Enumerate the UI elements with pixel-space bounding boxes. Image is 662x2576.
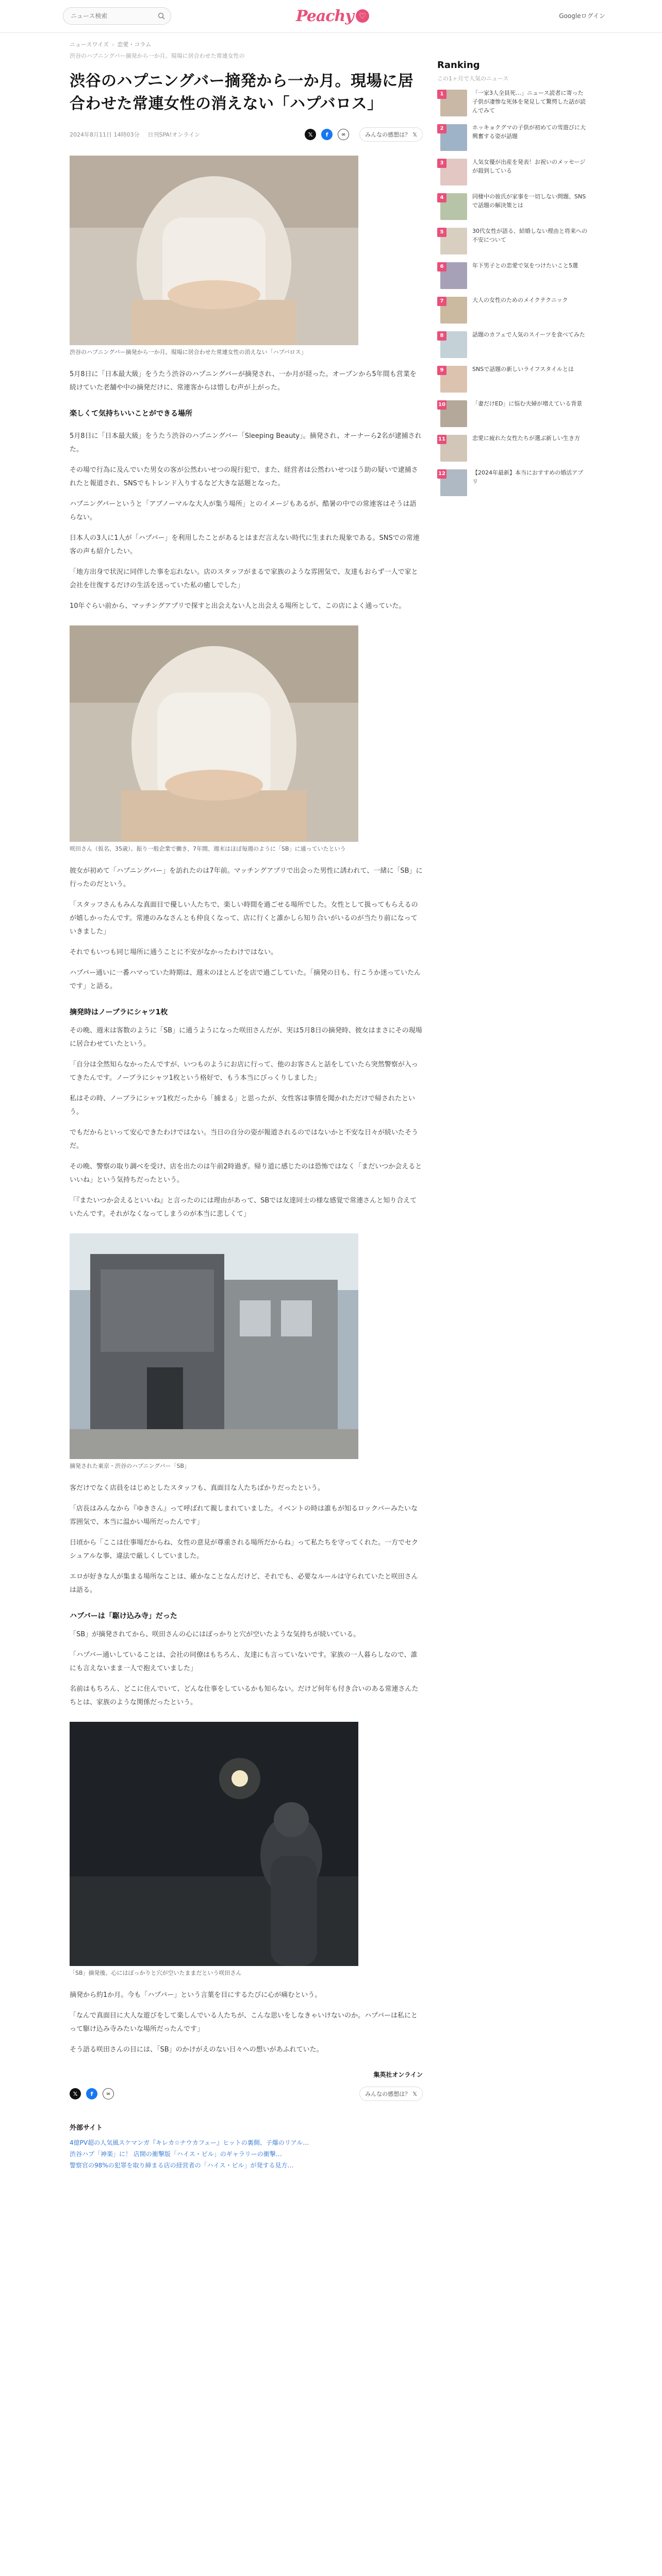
article-paragraph: それでもいつも同じ場所に通うことに不安がなかったわけではない。: [70, 948, 278, 956]
rank-number: 1: [437, 90, 446, 99]
article-paragraph: 客だけでなく店員をはじめとしたスタッフも、真面目な人たちばかりだったという。: [70, 1484, 325, 1492]
external-link[interactable]: 警察官の98%の犯罪を取り締まる店の経営者の「ハイス・ビル」が発する見方…: [70, 2162, 294, 2169]
article-paragraph: 名前はもちろん、どこに住んでいて、どんな仕事をしているかも知らない。だけど何年も付き合いのある常連さんたちとは、家族のような関係だったという。: [70, 1685, 419, 1706]
ranking-title: Ranking: [437, 60, 480, 71]
rank-number: 3: [437, 159, 446, 168]
article-paragraph: 彼女が初めて「ハプニングバー」を訪れたのは7年前。マッチングアプリで出会った男性に誘われて、一緒に「SB」に行ったのだという。: [70, 867, 423, 888]
article-paragraph: 私はその時、ノーブラにシャツ1枚だったから「捕まる」と思ったが、女性客は事情を聞かれただけで帰されたという。: [70, 1095, 415, 1116]
photo-caption: 咲田さん（仮名、35歳）。振り一般企業で働き、7年間、週末はほぼ毎週のように「SB」に通っていたという: [70, 845, 346, 852]
ranking-headline[interactable]: 話題のカフェで人気のスイーツを食べてみた: [472, 331, 585, 338]
site-logo[interactable]: [296, 4, 369, 28]
rank-number: 2: [437, 124, 446, 133]
article-photo: [70, 625, 358, 842]
night-street-photo: [70, 1722, 358, 1966]
rank-number: 7: [437, 297, 446, 306]
article: [70, 40, 423, 2171]
ranking-item[interactable]: [437, 295, 592, 327]
article-paragraph: そう語る咲田さんの目には、「SB」のかけがえのない日々への想いがあふれていた。: [70, 2046, 323, 2054]
ranking-item[interactable]: [437, 433, 592, 465]
photo-caption: 渋谷のハプニングバー摘発から一か月。現場に居合わせた常連女性の消えない「ハプバロス」: [70, 349, 307, 355]
woman-seated-photo: [70, 625, 358, 842]
rank-number: 12: [437, 469, 446, 479]
article-paragraph: 「スタッフさんもみんな真面目で優しい人たちで、楽しい時間を過ごせる場所でした。女性として扱ってもらえるのが嬉しかったんです。常連のみなさんとも仲良くなって、店に行くと誰かしら知り合いがいるのが当たり前になっていきました」: [70, 901, 418, 936]
external-sites-heading: 外部サイト: [70, 2124, 103, 2132]
opinion-button[interactable]: [359, 2087, 423, 2101]
rank-number: 6: [437, 262, 446, 272]
article-paragraph: エロが好きな人が集まる場所なことは、確かなことなんだけど、それでも、必要なルールは守られていたと咲田さんは語る。: [70, 1573, 418, 1594]
link-share-icon[interactable]: ∞: [338, 129, 349, 140]
ranking-item[interactable]: [437, 157, 592, 189]
article-paragraph: 摘発から約1か月。今も「ハプバー」という言葉を目にするたびに心が痛むという。: [70, 1991, 322, 1999]
ranking-headline[interactable]: 「妻だけED」に悩む夫婦が増えている背景: [472, 400, 583, 407]
rank-number: 10: [437, 400, 446, 410]
article-paragraph: その場で行為に及んでいた男女の客が公然わいせつの現行犯で、また、経営者は公然わいせつほう助の疑いで逮捕されたと報道され、SNSでもトレンド入りするなど大きな話題となった。: [70, 466, 418, 487]
article-photo: [70, 1233, 358, 1459]
ranking-item[interactable]: [437, 226, 592, 258]
article-paragraph: ハプバー通いに一番ハマっていた時期は、週末のほとんどを店で過ごしていた。「摘発の日も、行こうか迷っていたんです」と語る。: [70, 969, 421, 990]
logo-text: Peachy: [296, 7, 354, 25]
woman-seated-photo: [70, 156, 358, 345]
ranking-headline[interactable]: 年下男子との恋愛で気をつけたいこと5選: [472, 262, 578, 269]
ranking-sidebar: [437, 60, 592, 502]
logo-heart-icon: ♡: [356, 9, 369, 23]
x-icon: 𝕏: [412, 2090, 417, 2097]
article-credit: 集英社オンライン: [373, 2071, 423, 2078]
article-meta: [70, 126, 423, 143]
publish-date: 2024年8月11日 14時03分: [70, 131, 140, 138]
article-paragraph: 「ハプバー通いしていることは、会社の同僚はもちろん、友達にも言っていないです。家族の一人暮らしなので、誰にも言えないまま一人で抱えていました」: [70, 1651, 418, 1672]
photo-caption: 「SB」摘発後、心にはぽっかりと穴が空いたままだという咲田さん: [70, 1970, 242, 1976]
article-photo: [70, 1722, 358, 1966]
x-icon: 𝕏: [412, 131, 417, 138]
breadcrumb-item[interactable]: ニュースワイズ: [70, 41, 109, 48]
article-paragraph: 5月8日に「日本最大級」をうたう渋谷のハプニングバー「Sleeping Beauty」。摘発され、オーナーら2名が逮捕された。: [70, 432, 422, 453]
ranking-subtitle: この1ヶ月で人気のニュース: [437, 75, 509, 82]
article-paragraph: でもだからといって安心できたわけではない。当日の自分の姿が報道されるのではないかと不安な日々が続いたそうだ。: [70, 1129, 419, 1150]
article-paragraph: 日頃から「ここは仕事場だからね、女性の意見が尊重される場所だからね」って私たちを守ってくれた。一方でセクシュアルな事、違法で厳しくしていました。: [70, 1539, 419, 1560]
ranking-headline[interactable]: 人気女優が出産を発表！お祝いのメッセージが殺到している: [472, 159, 586, 174]
rank-number: 8: [437, 331, 446, 341]
facebook-share-icon[interactable]: f: [321, 129, 333, 140]
login-link[interactable]: Googleログイン: [559, 12, 605, 20]
ranking-headline[interactable]: 恋愛に疲れた女性たちが選ぶ新しい生き方: [472, 435, 580, 442]
article-source[interactable]: 日刊SPA!オンライン: [147, 131, 201, 138]
article-paragraph: その晩、週末は客数のように「SB」に通うようになった咲田さんだが、実は5月8日の摘発時、彼女はまさにその現場に居合わせていたという。: [70, 1027, 422, 1048]
opinion-label: みんなの感想は？: [365, 131, 411, 138]
x-share-icon[interactable]: 𝕏: [305, 129, 316, 140]
section-heading: ハプバーは「駆け込み寺」だった: [70, 1612, 177, 1620]
ranking-headline[interactable]: 大人の女性のためのメイクテクニック: [472, 297, 568, 303]
article-paragraph: 10年ぐらい前から、マッチングアプリで探すと出会えない人と出会える場所として、この店によく通っていた。: [70, 602, 406, 610]
breadcrumb-current: 渋谷のハプニングバー摘発から一か月。現場に居合わせた常連女性の: [70, 53, 245, 59]
ranking-headline[interactable]: SNSで話題の新しいライフスタイルとは: [472, 366, 574, 372]
article-paragraph: 5月8日に「日本最大級」をうたう渋谷のハプニングバーが摘発され、一か月が経った。オープンから5年間も営業を続けていた老舗や中の摘発だけに、常連客からは惜しむ声が上がった。: [70, 370, 417, 392]
article-paragraph: 日本人の3人に1人が「ハプバー」を利用したことがあるとはまだ言えない時代に生まれた現象である。SNSでの常連客の声も紹介したい。: [70, 534, 420, 555]
facebook-share-icon[interactable]: f: [86, 2088, 97, 2099]
article-paragraph: ハプニングバーというと「アブノーマルな大人が集う場所」とのイメージもあるが、酷暑の中での常連客はそうは語らない。: [70, 500, 417, 521]
article-paragraph: 「『またいつか会えるといいね』と言ったのには理由があって、SBでは友達同士の様な感覚で常連さんと知り合えていたんです。それがなくなってしまうのが本当に悲しくて」: [70, 1197, 417, 1218]
ranking-list: [437, 88, 592, 500]
rank-number: 9: [437, 366, 446, 375]
ranking-item[interactable]: [437, 260, 592, 293]
external-link[interactable]: 4億PV超の人気風スケマンガ『キレカ☆ナウカフェー』ヒットの裏側、子爆のリアル…: [70, 2139, 309, 2146]
chevron-right-icon: ›: [112, 41, 114, 48]
article-paragraph: 「自分は全然知らなかったんですが、いつものようにお店に行って、他のお客さんと話をしていたら突然警察が入ってきたんです。ノーブラにシャツ1枚という格好で、もう本当にびっくりしました」: [70, 1061, 418, 1082]
ranking-headline[interactable]: 【2024年最新】本当におすすめの婚活アプリ: [472, 469, 584, 485]
article-paragraph: その晩、警察の取り調べを受け、店を出たのは午前2時過ぎ。帰り道に感じたのは恐怖ではなく「まだいつか会えるといいね」という気持ちだったという。: [70, 1163, 422, 1184]
article-title: 渋谷のハプニングバー摘発から一か月。現場に居合わせた常連女性の消えない「ハプバロス」: [70, 72, 414, 113]
article-photo: [70, 156, 358, 345]
ranking-item[interactable]: [437, 467, 592, 500]
ranking-item[interactable]: [437, 329, 592, 362]
building-exterior-photo: [70, 1233, 358, 1459]
ranking-headline[interactable]: ホッキョクグマの子供が初めての雪遊びに大興奮する姿が話題: [472, 124, 586, 140]
x-share-icon[interactable]: 𝕏: [70, 2088, 81, 2099]
ranking-item[interactable]: [437, 122, 592, 155]
article-paragraph: 「なんで真面目に大人な遊びをして楽しんでいる人たちが、こんな思いをしなきゃいけないのか。ハプバーは私にとって駆け込み寺みたいな場所だったんです」: [70, 2012, 418, 2033]
search-icon[interactable]: [158, 12, 165, 20]
article-paragraph: 「店長はみんなから『ゆきさん』って呼ばれて親しまれていました。イベントの時は誰もが知るロックバーみたいな雰囲気で、本当に温かい場所だったんです」: [70, 1505, 418, 1526]
opinion-button[interactable]: [359, 127, 423, 142]
section-heading: 楽しくて気持ちいいことができる場所: [70, 410, 192, 418]
ranking-item[interactable]: [437, 398, 592, 431]
site-header: [0, 0, 662, 33]
link-share-icon[interactable]: ∞: [103, 2088, 114, 2099]
ranking-headline[interactable]: 30代女性が語る、結婚しない理由と将来への不安について: [472, 228, 587, 243]
ranking-headline[interactable]: 「一家3人全員死…」ニュース読者に寄った子供が凄惨な死体を発見して驚愕した話が読んでみて: [472, 90, 586, 114]
external-link[interactable]: 渋谷ハプ「神楽」に！ 店開の衝撃版「ハイス・ビル」のギャラリーの衝撃…: [70, 2150, 282, 2158]
search-input[interactable]: [71, 11, 153, 21]
opinion-label: みんなの感想は？: [365, 2091, 411, 2097]
ranking-headline[interactable]: 同棲中の彼氏が家事を一切しない問題、SNSで話題の解決策とは: [472, 193, 586, 209]
footer-share-row: [70, 2086, 423, 2102]
ranking-item[interactable]: [437, 88, 592, 120]
breadcrumb-item[interactable]: 恋愛・コラム: [117, 41, 152, 48]
rank-number: 5: [437, 228, 446, 237]
ranking-item[interactable]: [437, 191, 592, 224]
external-link-list: [70, 2137, 423, 2171]
ranking-item[interactable]: [437, 364, 592, 396]
article-paragraph: 「SB」が摘発されてから、咲田さんの心にはぽっかりと穴が空いたような気持ちが続いている。: [70, 1631, 360, 1638]
search-box[interactable]: [63, 7, 171, 25]
article-paragraph: 「地方出身で状況に同伴した事を忘れない。店のスタッフがまるで家族のような雰囲気で、友達もおらず一人で家と会社を往復するだけの生活を送っていた私の癒しでした」: [70, 568, 418, 589]
rank-number: 11: [437, 435, 446, 444]
section-heading: 摘発時はノーブラにシャツ1枚: [70, 1008, 168, 1016]
rank-number: 4: [437, 193, 446, 202]
breadcrumb: [70, 40, 423, 48]
photo-caption: 摘発された東京・渋谷のハプニングバー「SB」: [70, 1463, 190, 1469]
